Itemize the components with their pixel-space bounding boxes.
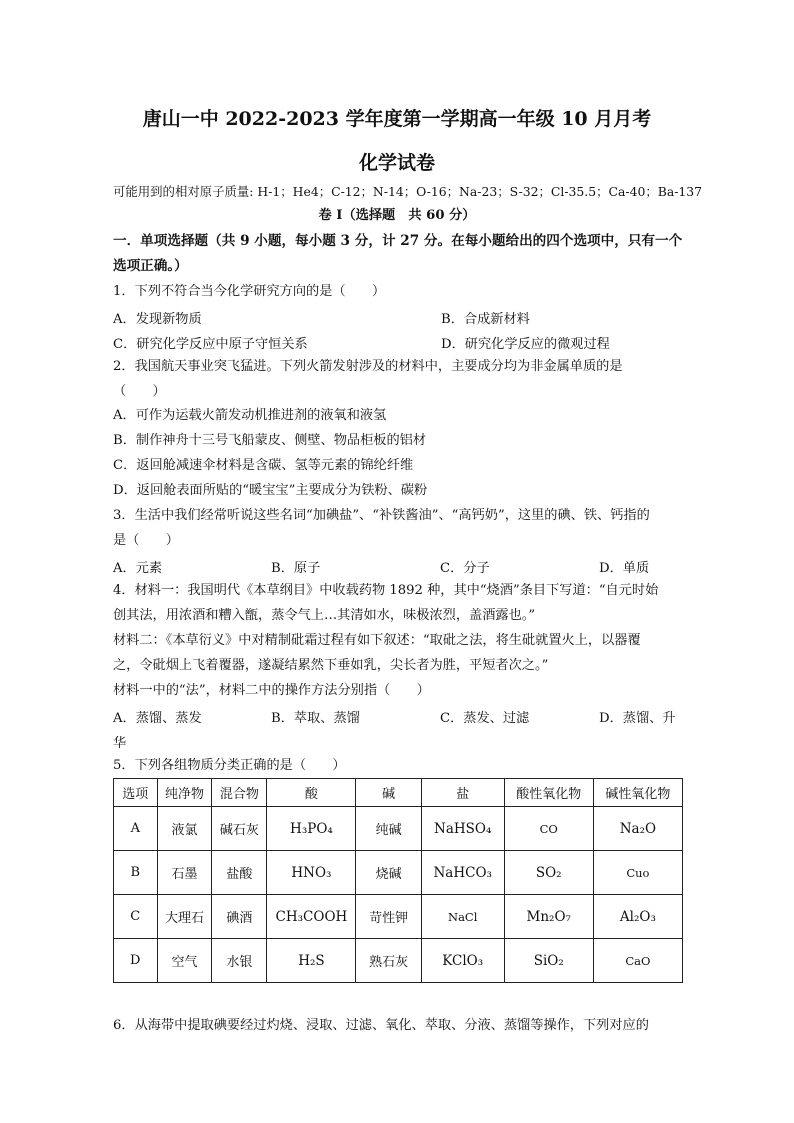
header-cell: 纯净物 <box>157 779 212 807</box>
q2-option-b: B．制作神舟十三号飞船蒙皮、侧壁、物品柜板的铝材 <box>113 433 427 448</box>
table-cell: CO <box>504 807 593 851</box>
header-cell: 混合物 <box>212 779 267 807</box>
q3-option-a: A．元素 <box>113 561 163 576</box>
header-cell: 碱性氧化物 <box>593 779 682 807</box>
q1-option-c: C．研究化学反应中原子守恒关系 <box>113 337 308 352</box>
table-cell: H₂S <box>267 939 356 983</box>
section-heading: 卷 I（选择题 共 60 分） <box>318 208 476 223</box>
q4-option-a: A．蒸馏、蒸发 <box>113 711 202 726</box>
header-cell: 碱 <box>356 779 421 807</box>
table-cell: H₃PO₄ <box>267 807 356 851</box>
table-cell: HNO₃ <box>267 851 356 895</box>
table-cell: NaCl <box>421 895 504 939</box>
table-cell: 碘酒 <box>212 895 267 939</box>
q6-stem: 6．从海带中提取碘要经过灼烧、浸取、过滤、氧化、萃取、分液、蒸馏等操作，下列对应的 <box>113 1018 649 1033</box>
table-cell: Al₂O₃ <box>593 895 682 939</box>
table-cell: A <box>114 807 158 851</box>
q2-option-d: D．返回舱表面所贴的“暖宝宝”主要成分为铁粉、碳粉 <box>113 483 428 498</box>
q5-classification-table <box>113 778 683 983</box>
q4-option-c: C．蒸发、过滤 <box>440 711 530 726</box>
q3-option-c: C．分子 <box>440 561 490 576</box>
q5-stem: 5．下列各组物质分类正确的是（ ） <box>113 758 346 773</box>
header-cell: 选项 <box>114 779 158 807</box>
q1-option-d: D．研究化学反应的微观过程 <box>441 337 610 352</box>
table-cell: B <box>114 851 158 895</box>
atomic-masses: 可能用到的相对原子质量: H-1；He4；C-12；N-14；O-16；Na-23；S-32；Cl-35.5；Ca-40；Ba-137 <box>113 184 703 199</box>
table-row <box>114 807 683 851</box>
header-cell: 酸性氧化物 <box>504 779 593 807</box>
table-cell: 液氯 <box>157 807 212 851</box>
q2-stem-line2: （ ） <box>113 384 166 399</box>
q3-option-d: D．单质 <box>599 561 650 576</box>
q4-line2: 创其法，用浓酒和糟入甑，蒸令气上…其清如水，味极浓烈，盖酒露也。” <box>113 608 536 623</box>
q1-option-b: B．合成新材料 <box>441 312 530 327</box>
table-cell: 纯碱 <box>356 807 421 851</box>
part1-heading-line1: 一．单项选择题（共 9 小题，每小题 3 分，计 27 分。在每小题给出的四个选项中，只有一个 <box>113 233 683 249</box>
q2-option-c: C．返回舱减速伞材料是含碳、氢等元素的锦纶纤维 <box>113 458 414 473</box>
q3-stem-line2: 是（ ） <box>113 533 179 548</box>
table-cell: CaO <box>593 939 682 983</box>
q4-option-d: D．蒸馏、升 <box>599 711 676 726</box>
table-cell: 水银 <box>212 939 267 983</box>
table-row <box>114 939 683 983</box>
table-cell: Cuo <box>593 851 682 895</box>
table-cell: Mn₂O₇ <box>504 895 593 939</box>
table-header-row <box>114 779 683 807</box>
q3-option-b: B．原子 <box>271 561 321 576</box>
q4-line3: 材料二：《本草衍义》中对精制砒霜过程有如下叙述：“取砒之法，将生砒就置火上，以器覆 <box>113 633 641 648</box>
exam-title: 唐山一中 2022-2023 学年度第一学期高一年级 10 月月考 <box>142 108 652 130</box>
table-cell: 空气 <box>157 939 212 983</box>
table-cell: CH₃COOH <box>267 895 356 939</box>
header-cell: 盐 <box>421 779 504 807</box>
q2-stem-line1: 2．我国航天事业突飞猛进。下列火箭发射涉及的材料中，主要成分均为非金属单质的是 <box>113 359 623 374</box>
table-cell: 烧碱 <box>356 851 421 895</box>
header-cell: 酸 <box>267 779 356 807</box>
q4-line1: 4．材料一：我国明代《本草纲目》中收载药物 1892 种，其中“烧酒”条目下写道：“自元时始 <box>113 583 659 598</box>
exam-subtitle: 化学试卷 <box>358 152 435 174</box>
table-cell: Na₂O <box>593 807 682 851</box>
table-row <box>114 851 683 895</box>
table-row <box>114 895 683 939</box>
table-cell: SiO₂ <box>504 939 593 983</box>
q4-line4: 之，令砒烟上飞着覆器，遂凝结累然下垂如乳，尖长者为胜，平短者次之。” <box>113 658 549 673</box>
part1-heading-line2: 选项正确。） <box>113 258 188 274</box>
q2-option-a: A．可作为运载火箭发动机推进剂的液氧和液氢 <box>113 408 387 423</box>
table-cell: 大理石 <box>157 895 212 939</box>
q4-option-b: B．萃取、蒸馏 <box>271 711 360 726</box>
table-cell: C <box>114 895 158 939</box>
table-cell: 石墨 <box>157 851 212 895</box>
table-cell: 碱石灰 <box>212 807 267 851</box>
q1-stem: 1．下列不符合当今化学研究方向的是（ ） <box>113 284 386 299</box>
table-cell: 熟石灰 <box>356 939 421 983</box>
table-cell: 苛性钾 <box>356 895 421 939</box>
q1-option-a: A．发现新物质 <box>113 312 202 327</box>
q4-line5: 材料一中的“法”，材料二中的操作方法分别指（ ） <box>113 683 430 698</box>
table-cell: 盐酸 <box>212 851 267 895</box>
table-cell: SO₂ <box>504 851 593 895</box>
q3-stem-line1: 3．生活中我们经常听说这些名词“加碘盐”、“补铁酱油”、“高钙奶”，这里的碘、铁、钙指的 <box>113 508 650 523</box>
q4-option-d-wrap: 华 <box>113 736 127 751</box>
table-cell: D <box>114 939 158 983</box>
table-cell: NaHSO₄ <box>421 807 504 851</box>
table-cell: NaHCO₃ <box>421 851 504 895</box>
table-cell: KClO₃ <box>421 939 504 983</box>
